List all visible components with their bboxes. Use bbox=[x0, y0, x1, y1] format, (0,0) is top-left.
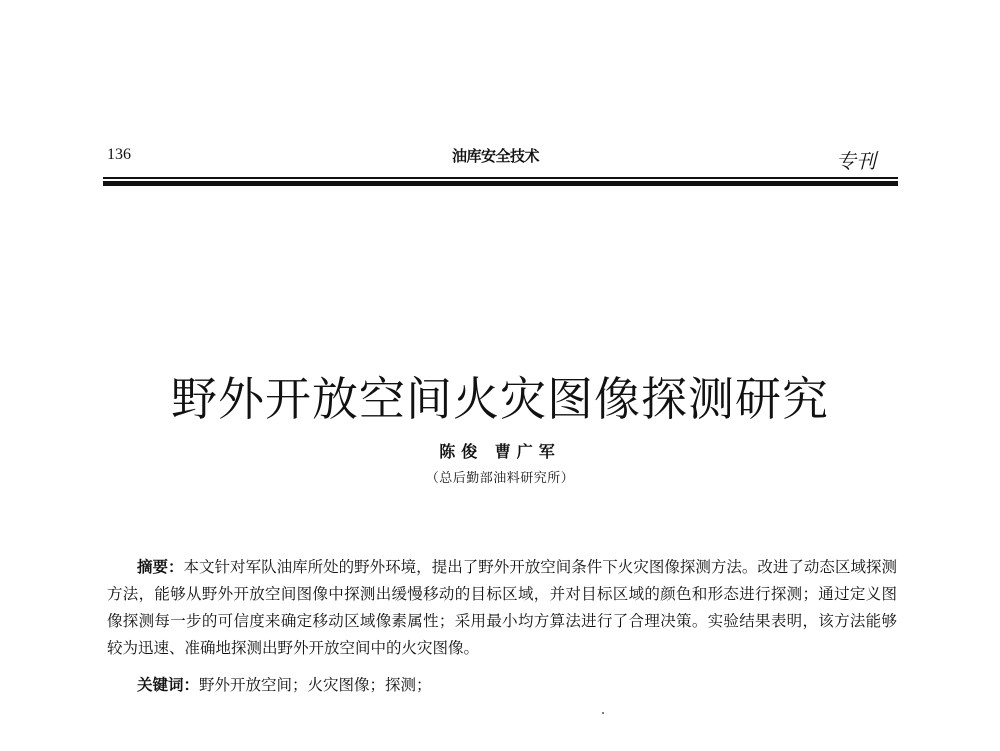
abstract-text: 本文针对军队油库所处的野外环境，提出了野外开放空间条件下火灾图像探测方法。改进了动态区域探测方法，能够从野外开放空间图像中探测出缓慢移动的目标区域，并对目标区域的颜色和形态进行探测；通过定义图像探测每一步的可信度来确定移动区域像素属性；采用最小均方算法进行了合理决策。实验结果表明，该方法能够较为迅速、准确地探测出野外开放空间中的火灾图像。 bbox=[107, 558, 897, 657]
page-number: 136 bbox=[107, 146, 131, 163]
keywords-text: 野外开放空间；火灾图像；探测； bbox=[199, 676, 432, 694]
special-issue-label: 专刊 bbox=[836, 149, 876, 173]
article-title: 野外开放空间火灾图像探测研究 bbox=[171, 371, 829, 426]
journal-name: 油库安全技术 bbox=[452, 147, 540, 165]
header-rule-thin bbox=[103, 177, 898, 179]
author-affiliation: （总后勤部油料研究所） bbox=[425, 471, 575, 486]
header-rule-thick bbox=[103, 181, 898, 186]
abstract-label: 摘要： bbox=[137, 557, 184, 576]
abstract-paragraph bbox=[107, 553, 897, 662]
keywords-line bbox=[137, 673, 432, 695]
scan-speck bbox=[602, 712, 604, 714]
keywords-label: 关键词： bbox=[137, 675, 200, 694]
article-authors: 陈俊 曹广军 bbox=[439, 442, 561, 461]
